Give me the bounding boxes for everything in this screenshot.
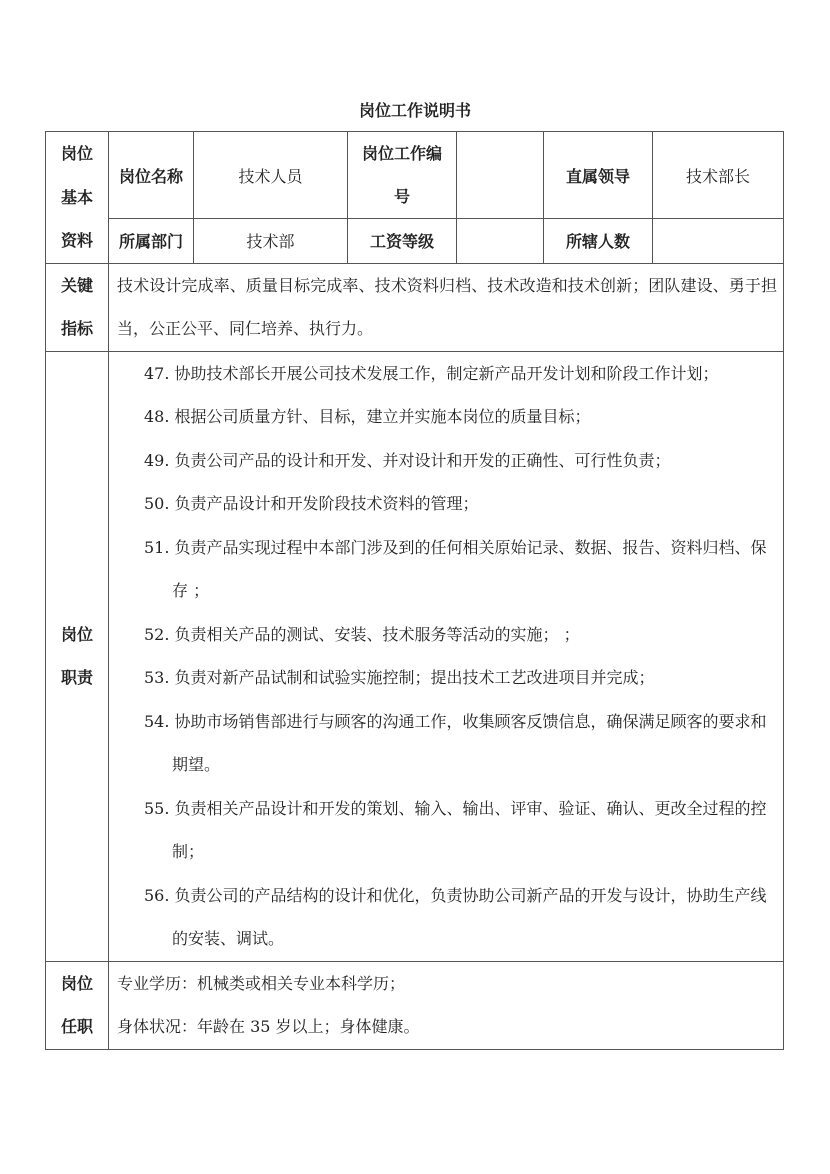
label-line: 岗位工作编 xyxy=(361,144,442,164)
label-line: 资料 xyxy=(60,231,93,250)
duty-item: 47. 协助技术部长开展公司技术发展工作，制定新产品开发计划和阶段工作计划； xyxy=(144,363,719,383)
post-name-value: 技术人员 xyxy=(194,132,348,219)
job-description-table xyxy=(45,131,784,1050)
label-line: 职责 xyxy=(60,668,93,687)
label-line: 任职 xyxy=(60,1017,93,1036)
document-title: 岗位工作说明书 xyxy=(358,101,471,120)
duty-item: 48. 根据公司质量方针、目标，建立并实施本岗位的质量目标； xyxy=(144,407,591,426)
duty-item: 49. 负责公司产品的设计和开发、并对设计和开发的正确性、可行性负责； xyxy=(144,450,671,470)
label-line: 号 xyxy=(393,187,410,207)
kpi-section-label xyxy=(46,263,109,351)
salary-value xyxy=(457,219,544,263)
qualification-section-label xyxy=(46,961,109,1049)
post-name-label: 岗位名称 xyxy=(109,132,194,219)
leader-value: 技术部长 xyxy=(653,132,784,219)
duties-section-label xyxy=(46,351,109,961)
duty-item: 51. 负责产品实现过程中本部门涉及到的任何相关原始记录、数据、报告、资料归档、保存 ； xyxy=(144,537,767,600)
duty-item: 52. 负责相关产品的测试、安装、技术服务等活动的实施； ； xyxy=(144,624,580,644)
label-line: 岗位 xyxy=(60,973,93,993)
kpi-text: 技术设计完成率、质量目标完成率、技术资料归档、技术改造和技术创新；团队建设、勇于担当，公正公平、同仁培养、执行力。 xyxy=(109,263,784,351)
qualification-line: 专业学历：机械类或相关专业本科学历； xyxy=(117,973,406,993)
dept-label: 所属部门 xyxy=(109,219,194,263)
duties-list xyxy=(109,351,784,961)
headcount-label: 所辖人数 xyxy=(544,219,653,263)
post-code-value xyxy=(457,132,544,219)
label-line: 岗位 xyxy=(60,144,93,163)
duty-item: 56. 负责公司的产品结构的设计和优化，负责协助公司新产品的开发与设计，协助生产线的安装、调试。 xyxy=(144,885,767,948)
duty-item: 50. 负责产品设计和开发阶段技术资料的管理； xyxy=(144,494,479,513)
headcount-value xyxy=(653,219,784,263)
duty-item: 54. 协助市场销售部进行与顾客的沟通工作，收集顾客反馈信息，确保满足顾客的要求和期望。 xyxy=(144,711,767,774)
leader-label: 直属领导 xyxy=(544,132,653,219)
label-line: 基本 xyxy=(60,187,93,207)
duty-item: 53. 负责对新产品试制和试验实施控制；提出技术工艺改进项目并完成； xyxy=(144,668,655,687)
qualification-list xyxy=(109,961,784,1049)
dept-value: 技术部 xyxy=(194,219,348,263)
label-line: 指标 xyxy=(60,319,93,338)
qualification-line: 身体状况：年龄在 35 岁以上；身体健康。 xyxy=(117,1017,420,1036)
label-line: 岗位 xyxy=(60,624,93,644)
post-code-label xyxy=(348,132,457,219)
label-line: 关键 xyxy=(60,275,93,295)
salary-label: 工资等级 xyxy=(348,219,457,263)
basic-section-label xyxy=(46,132,109,264)
duty-item: 55. 负责相关产品设计和开发的策划、输入、输出、评审、验证、确认、更改全过程的控制； xyxy=(144,798,767,861)
